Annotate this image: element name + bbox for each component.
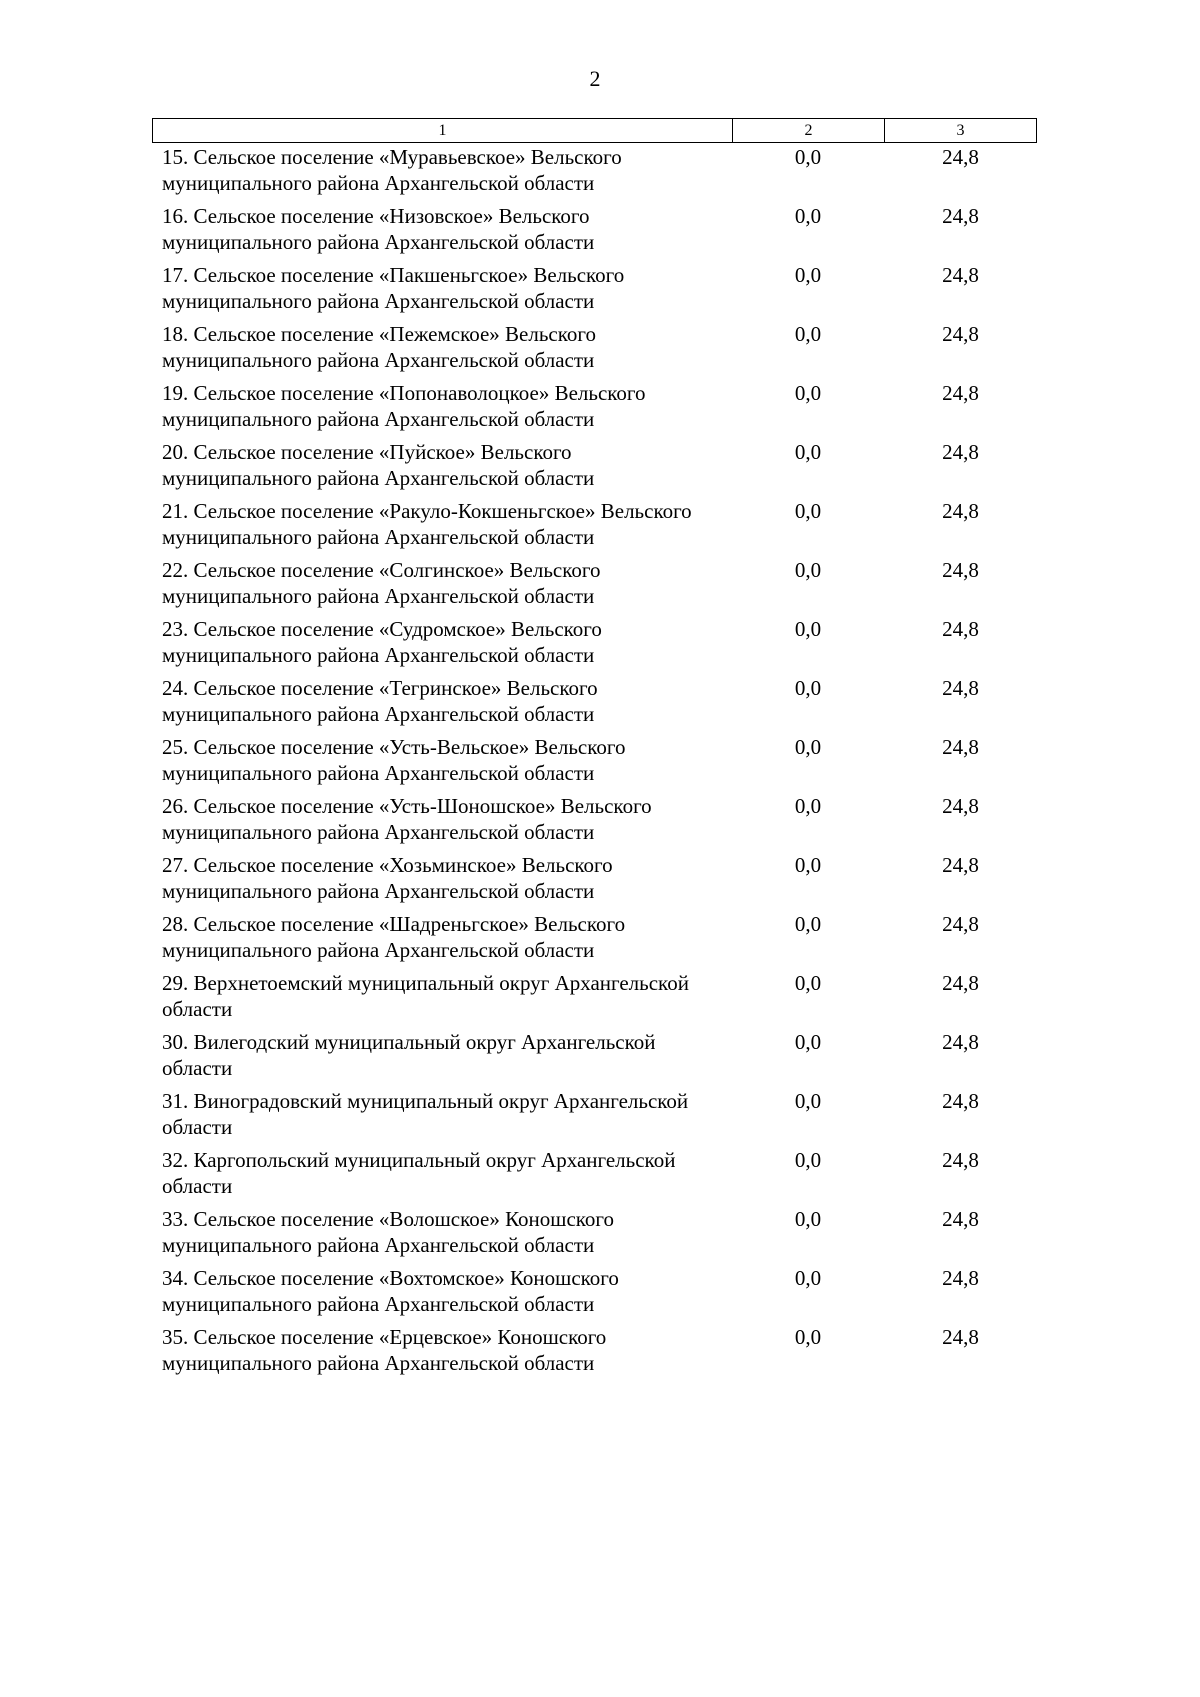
row-value-col-3: 24,8 (942, 381, 979, 405)
row-name: 30. Вилегодский муниципальный округ Архангельской области (162, 1030, 656, 1080)
table-row (152, 1265, 1037, 1317)
row-value-col-3: 24,8 (942, 676, 979, 700)
row-name: 24. Сельское поселение «Тегринское» Вельского муниципального района Архангельской области (162, 676, 598, 726)
row-name: 16. Сельское поселение «Низовское» Вельского муниципального района Архангельской области (162, 204, 595, 254)
row-value-col-2: 0,0 (794, 1325, 822, 1349)
table-row (152, 262, 1037, 314)
header-col-3: 3 (956, 121, 965, 139)
table-row (152, 144, 1037, 196)
row-value-col-2: 0,0 (794, 263, 822, 287)
table-row (152, 557, 1037, 609)
table-row (152, 970, 1037, 1022)
row-name: 26. Сельское поселение «Усть-Шоношское» Вельского муниципального района Архангельской области (162, 794, 652, 844)
row-value-col-2: 0,0 (794, 1207, 822, 1231)
table-row (152, 1206, 1037, 1258)
table-row (152, 1324, 1037, 1376)
row-value-col-2: 0,0 (794, 1266, 822, 1290)
row-value-col-2: 0,0 (794, 853, 822, 877)
row-name: 31. Виноградовский муниципальный округ Архангельской области (162, 1089, 689, 1139)
row-value-col-3: 24,8 (942, 440, 979, 464)
row-value-col-3: 24,8 (942, 794, 979, 818)
row-name: 29. Верхнетоемский муниципальный округ Архангельской области (162, 971, 689, 1021)
table-row (152, 380, 1037, 432)
header-col-2: 2 (733, 119, 885, 142)
row-value-col-2: 0,0 (794, 558, 822, 582)
row-name: 17. Сельское поселение «Пакшеньгское» Вельского муниципального района Архангельской области (162, 263, 625, 313)
row-value-col-3: 24,8 (942, 558, 979, 582)
table-row (152, 734, 1037, 786)
row-name: 34. Сельское поселение «Вохтомское» Коношского муниципального района Архангельской области (162, 1266, 619, 1316)
table-row (152, 1029, 1037, 1081)
table-row (152, 203, 1037, 255)
row-value-col-3: 24,8 (942, 145, 979, 169)
row-value-col-2: 0,0 (794, 145, 822, 169)
row-value-col-3: 24,8 (942, 1030, 979, 1054)
row-value-col-3: 24,8 (942, 1207, 979, 1231)
row-name: 20. Сельское поселение «Пуйское» Вельского муниципального района Архангельской области (162, 440, 595, 490)
table-row (152, 1147, 1037, 1199)
row-value-col-3: 24,8 (942, 853, 979, 877)
row-value-col-3: 24,8 (942, 617, 979, 641)
row-name: 28. Сельское поселение «Шадреньгское» Вельского муниципального района Архангельской области (162, 912, 626, 962)
row-value-col-3: 24,8 (942, 1266, 979, 1290)
row-value-col-3: 24,8 (942, 322, 979, 346)
row-name: 18. Сельское поселение «Пежемское» Вельского муниципального района Архангельской области (162, 322, 596, 372)
table-header (152, 118, 1037, 143)
row-value-col-2: 0,0 (794, 1148, 822, 1172)
row-value-col-2: 0,0 (794, 381, 822, 405)
row-name: 27. Сельское поселение «Хозьминское» Вельского муниципального района Архангельской области (162, 853, 613, 903)
row-value-col-2: 0,0 (794, 499, 822, 523)
row-value-col-2: 0,0 (794, 676, 822, 700)
table-row (152, 439, 1037, 491)
row-name: 32. Каргопольский муниципальный округ Архангельской области (162, 1148, 676, 1198)
row-value-col-2: 0,0 (794, 794, 822, 818)
row-value-col-2: 0,0 (794, 322, 822, 346)
row-value-col-3: 24,8 (942, 1325, 979, 1349)
row-name: 33. Сельское поселение «Волошское» Коношского муниципального района Архангельской области (162, 1207, 615, 1257)
row-value-col-2: 0,0 (794, 204, 822, 228)
row-value-col-3: 24,8 (942, 499, 979, 523)
table-row (152, 321, 1037, 373)
table-row (152, 675, 1037, 727)
row-value-col-3: 24,8 (942, 204, 979, 228)
page-number: 2 (589, 66, 601, 91)
row-name: 19. Сельское поселение «Попонаволоцкое» Вельского муниципального района Архангельской области (162, 381, 646, 431)
row-value-col-3: 24,8 (942, 735, 979, 759)
row-name: 25. Сельское поселение «Усть-Вельское» Вельского муниципального района Архангельской области (162, 735, 626, 785)
table-row (152, 852, 1037, 904)
row-value-col-3: 24,8 (942, 1148, 979, 1172)
row-value-col-3: 24,8 (942, 912, 979, 936)
row-name: 22. Сельское поселение «Солгинское» Вельского муниципального района Архангельской области (162, 558, 601, 608)
row-value-col-2: 0,0 (794, 440, 822, 464)
table-row (152, 498, 1037, 550)
row-name: 21. Сельское поселение «Ракуло-Кокшеньгское» Вельского муниципального района Архангельской области (162, 499, 692, 549)
row-value-col-2: 0,0 (794, 1030, 822, 1054)
row-value-col-2: 0,0 (794, 971, 822, 995)
row-value-col-2: 0,0 (794, 735, 822, 759)
row-value-col-3: 24,8 (942, 1089, 979, 1113)
row-name: 15. Сельское поселение «Муравьевское» Вельского муниципального района Архангельской области (162, 145, 622, 195)
row-value-col-2: 0,0 (794, 1089, 822, 1113)
table-row (152, 911, 1037, 963)
row-value-col-2: 0,0 (794, 617, 822, 641)
row-value-col-3: 24,8 (942, 971, 979, 995)
row-value-col-2: 0,0 (794, 912, 822, 936)
table-body (152, 144, 1037, 1383)
row-name: 23. Сельское поселение «Судромское» Вельского муниципального района Архангельской области (162, 617, 602, 667)
table-row (152, 1088, 1037, 1140)
row-value-col-3: 24,8 (942, 263, 979, 287)
header-col-1: 1 (153, 119, 733, 142)
table-row (152, 616, 1037, 668)
row-name: 35. Сельское поселение «Ерцевское» Коношского муниципального района Архангельской области (162, 1325, 607, 1375)
table-row (152, 793, 1037, 845)
